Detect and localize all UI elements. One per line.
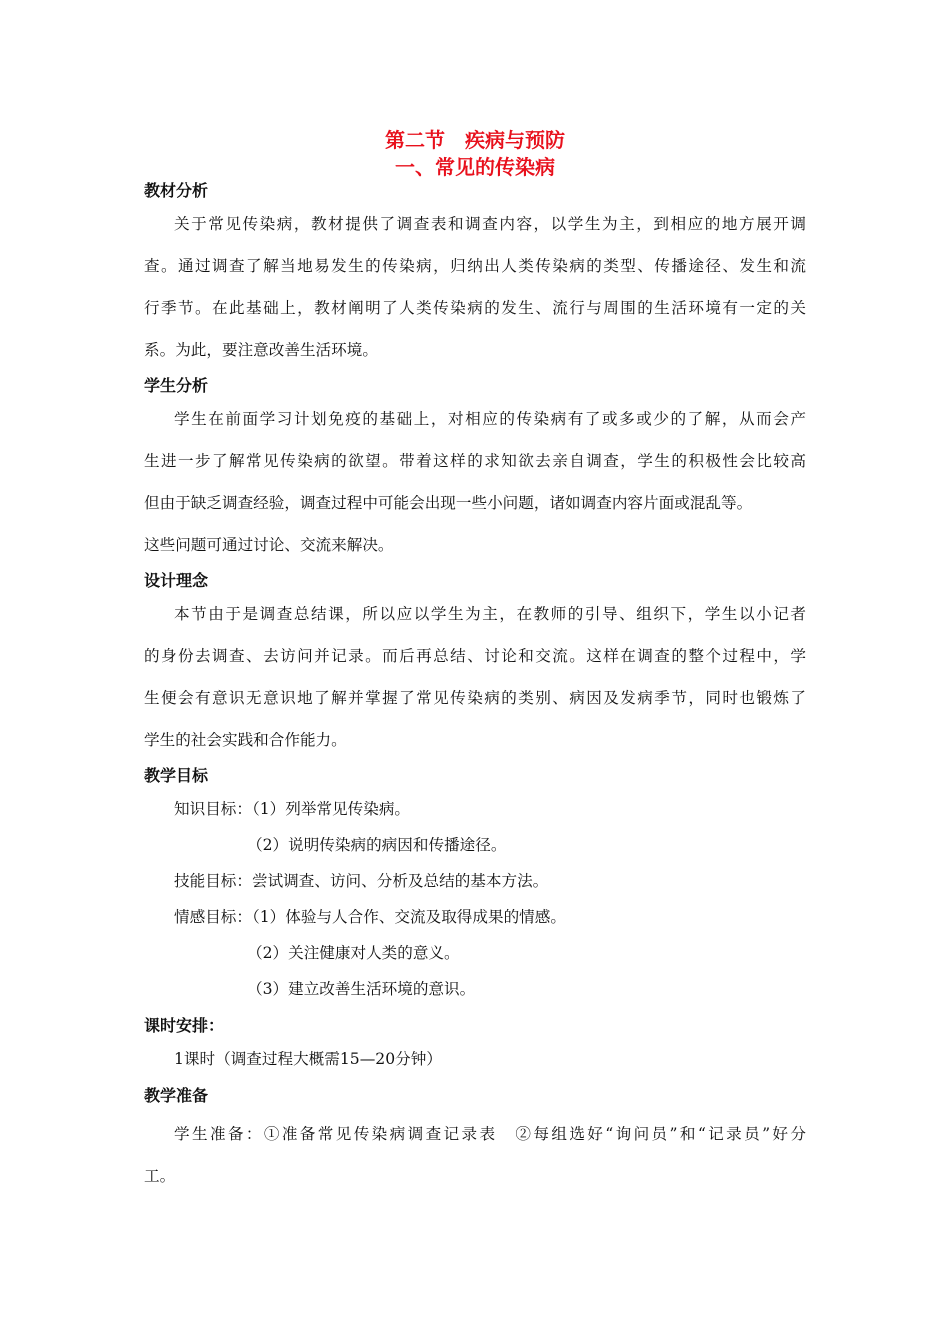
goal-knowledge: 知识目标：（1）列举常见传染病。 [174, 800, 411, 818]
goal-knowledge-2: （2）说明传染病的病因和传播途径。 [247, 836, 507, 854]
paragraph-line: 但由于缺乏调查经验，调查过程中可能会出现一些小问题，诸如调查内容片面或混乱等。 [144, 494, 753, 512]
document-title: 第二节 疾病与预防 [385, 128, 565, 152]
paragraph-line: 学生的社会实践和合作能力。 [144, 731, 347, 749]
heading-teaching-goals: 教学目标 [144, 766, 209, 785]
goal-emotion-2: （2）关注健康对人类的意义。 [247, 944, 460, 962]
paragraph-line: 系。为此，要注意改善生活环境。 [144, 341, 378, 359]
schedule-text: 1课时（调查过程大概需15—20分钟） [174, 1050, 442, 1068]
goal-emotion: 情感目标：（1）体验与人合作、交流及取得成果的情感。 [174, 908, 566, 926]
paragraph-line: 生进一步了解常见传染病的欲望。带着这样的求知欲去亲自调查，学生的积极性会比较高 [144, 452, 806, 470]
heading-schedule: 课时安排： [144, 1016, 225, 1035]
paragraph-line: 的身份去调查、去访问并记录。而后再总结、讨论和交流。这样在调查的整个过程中，学 [144, 647, 806, 665]
heading-design-concept: 设计理念 [144, 571, 209, 590]
paragraph-line: 生便会有意识无意识地了解并掌握了常见传染病的类别、病因及发病季节，同时也锻炼了 [144, 689, 806, 707]
goal-emotion-3: （3）建立改善生活环境的意识。 [247, 980, 476, 998]
heading-material-analysis: 教材分析 [144, 181, 209, 200]
goal-skill: 技能目标：尝试调查、访问、分析及总结的基本方法。 [174, 872, 549, 890]
preparation-line: 工。 [144, 1167, 176, 1185]
heading-student-analysis: 学生分析 [144, 376, 209, 395]
paragraph-line: 这些问题可通过讨论、交流来解决。 [144, 536, 394, 554]
paragraph-line: 学生在前面学习计划免疫的基础上，对相应的传染病有了或多或少的了解，从而会产 [174, 410, 806, 428]
paragraph-line: 行季节。在此基础上，教材阐明了人类传染病的发生、流行与周围的生活环境有一定的关 [144, 299, 806, 317]
paragraph-line: 本节由于是调查总结课，所以应以学生为主，在教师的引导、组织下，学生以小记者 [174, 605, 806, 623]
paragraph-line: 关于常见传染病，教材提供了调查表和调查内容，以学生为主，到相应的地方展开调 [174, 215, 806, 233]
preparation-line: 学生准备：①准备常见传染病调查记录表 ②每组选好“询问员”和“记录员”好分 [174, 1125, 806, 1143]
heading-preparation: 教学准备 [144, 1086, 209, 1105]
paragraph-line: 查。通过调查了解当地易发生的传染病，归纳出人类传染病的类型、传播途径、发生和流 [144, 257, 806, 275]
document-subtitle: 一、常见的传染病 [395, 155, 555, 179]
